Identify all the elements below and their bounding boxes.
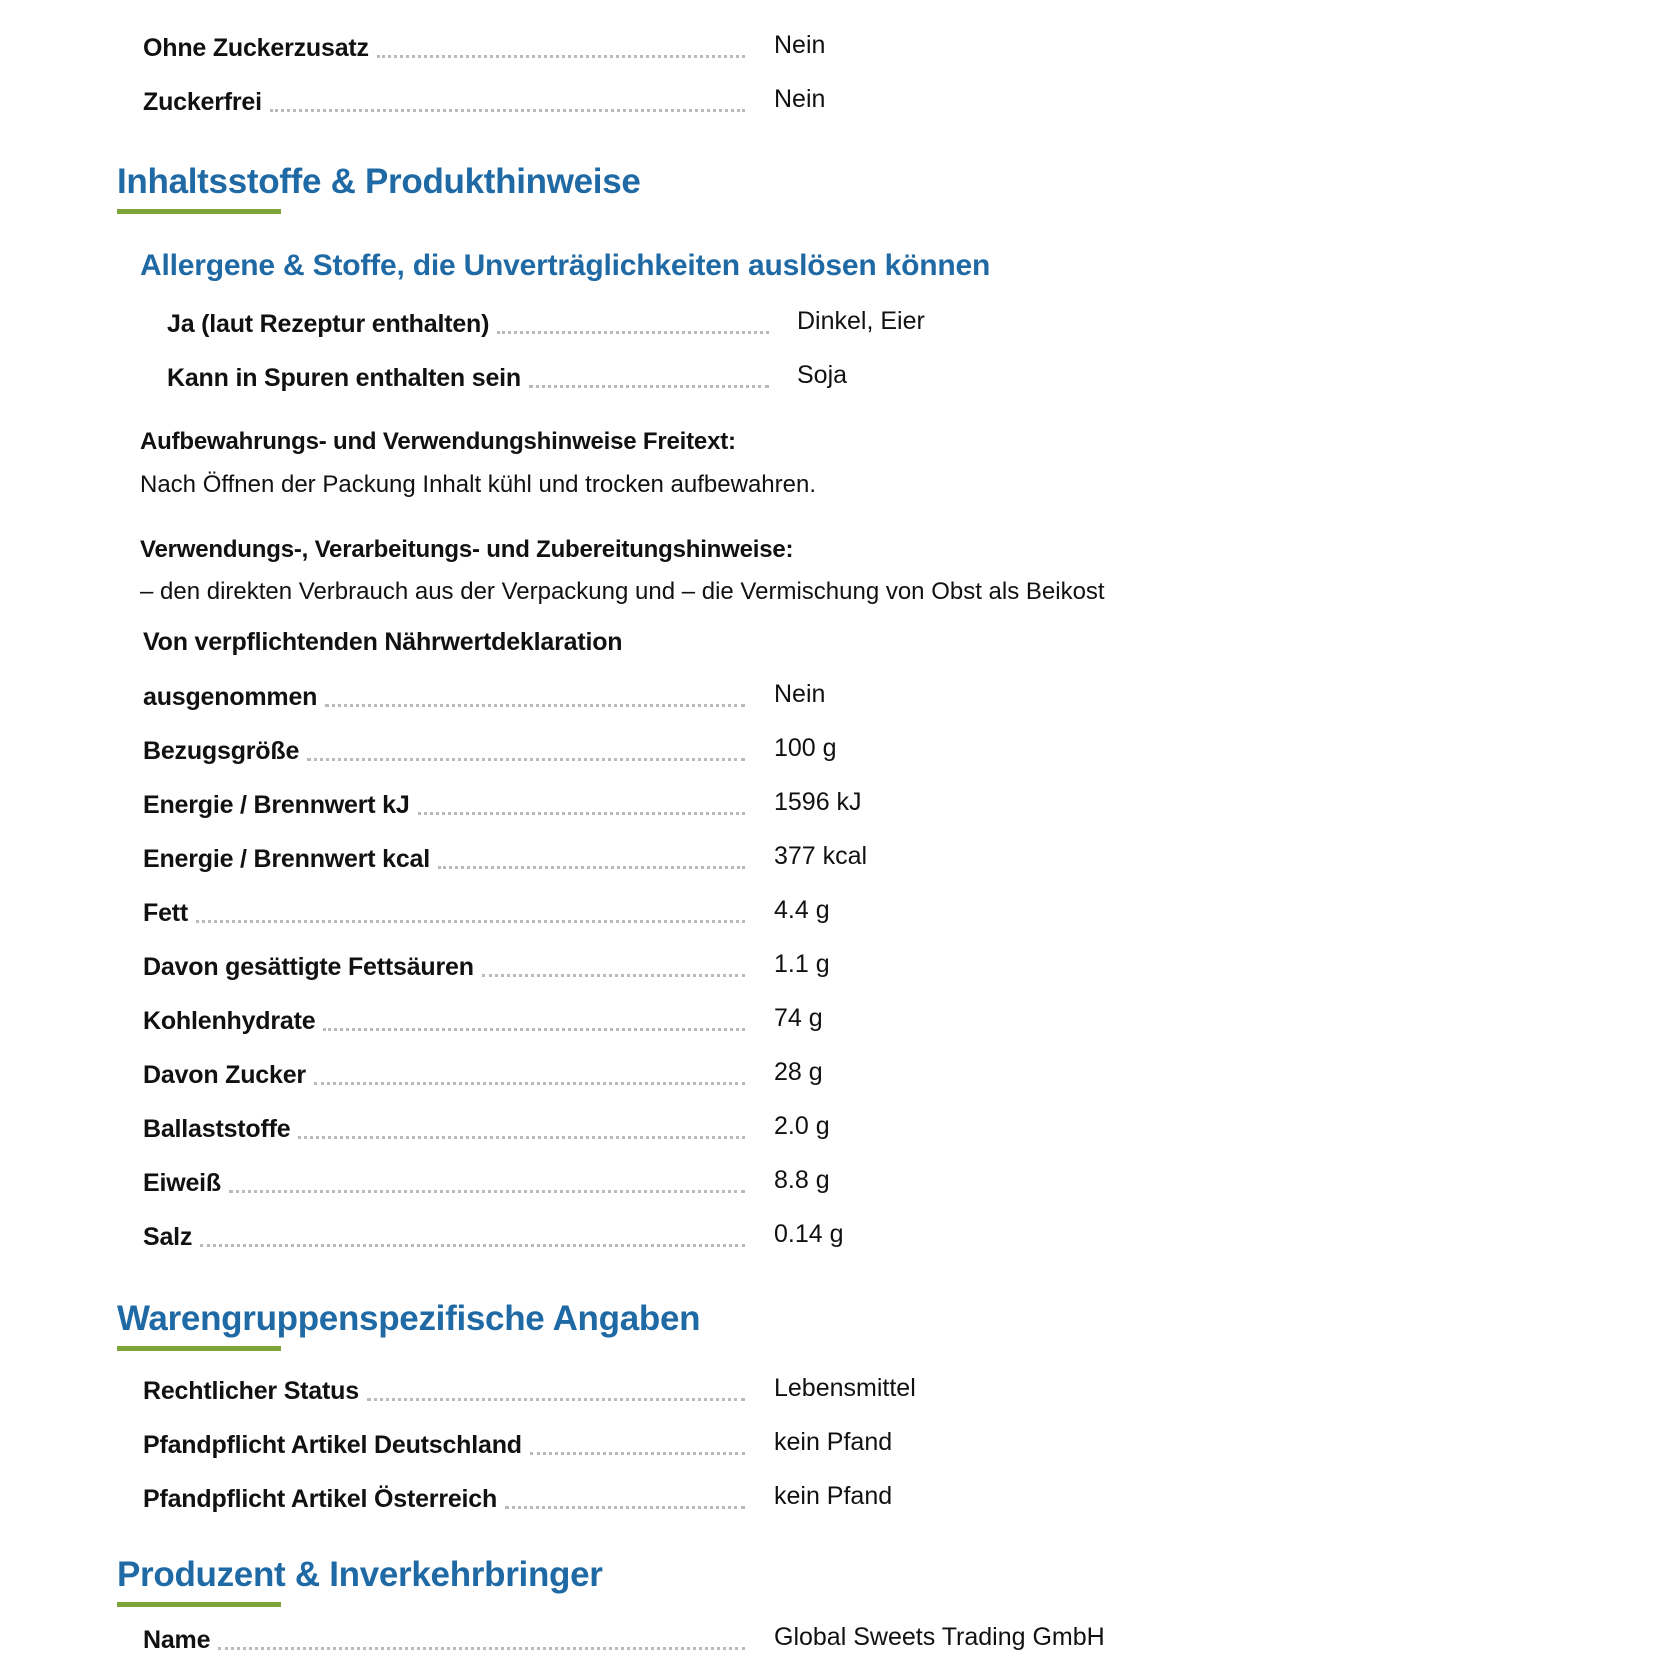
dot-leader — [270, 109, 745, 112]
row-value: Lebensmittel — [774, 1374, 916, 1402]
row-zuckerfrei — [0, 82, 1654, 116]
row-allergen-enthalten — [0, 304, 1654, 338]
usage-title: Verwendungs-, Verarbeitungs- und Zubereitungshinweise: — [140, 536, 794, 563]
nutrition-exempt-label: Von verpflichtenden Nährwertdeklaration — [143, 628, 623, 656]
row-value: Nein — [774, 31, 826, 59]
row-value: 377 kcal — [774, 842, 868, 870]
row-rechtlicher-status — [0, 1371, 1654, 1405]
heading-accent-bar — [117, 209, 281, 214]
row-nutrition-ballaststoffe — [0, 1109, 1654, 1143]
row-label: Zuckerfrei — [143, 88, 262, 116]
dot-leader — [418, 812, 745, 815]
row-nutrition-fett — [0, 893, 1654, 927]
dot-leader — [377, 55, 745, 58]
storage-title: Aufbewahrungs- und Verwendungshinweise Freitext: — [140, 428, 736, 455]
row-nutrition-energie-kj — [0, 785, 1654, 819]
row-pfand-deutschland — [0, 1425, 1654, 1459]
dot-leader — [314, 1082, 745, 1085]
row-value: 100 g — [774, 734, 837, 762]
row-value: 8.8 g — [774, 1166, 830, 1194]
row-nutrition-bezugsgroesse — [0, 731, 1654, 765]
row-ohne-zuckerzusatz — [0, 28, 1654, 62]
row-label: Bezugsgröße — [143, 737, 300, 765]
dot-leader — [307, 758, 745, 761]
usage-text: – den direkten Verbrauch aus der Verpackung und – die Vermischung von Obst als Beikost — [140, 578, 1105, 605]
row-label: Energie / Brennwert kJ — [143, 791, 410, 819]
dot-leader — [367, 1398, 745, 1401]
row-nutrition-eiweiss — [0, 1163, 1654, 1197]
dot-leader — [298, 1136, 745, 1139]
row-value: 4.4 g — [774, 896, 830, 924]
row-nutrition-zucker — [0, 1055, 1654, 1089]
dot-leader — [229, 1190, 745, 1193]
storage-text: Nach Öffnen der Packung Inhalt kühl und trocken aufbewahren. — [140, 471, 816, 498]
row-label: Ja (laut Rezeptur enthalten) — [167, 310, 490, 338]
dot-leader — [530, 1452, 745, 1455]
row-label: Ohne Zuckerzusatz — [143, 34, 369, 62]
row-label: Name — [143, 1626, 211, 1654]
row-value: 28 g — [774, 1058, 823, 1086]
row-value: Nein — [774, 680, 826, 708]
row-label: Pfandpflicht Artikel Deutschland — [143, 1431, 522, 1459]
row-label: Rechtlicher Status — [143, 1377, 359, 1405]
row-nutrition-energie-kcal — [0, 839, 1654, 873]
row-label: Ballaststoffe — [143, 1115, 291, 1143]
row-nutrition-ausgenommen — [0, 677, 1654, 711]
heading-accent-bar — [117, 1346, 281, 1351]
row-value: Soja — [797, 361, 848, 389]
row-label: Kann in Spuren enthalten sein — [167, 364, 521, 392]
row-value: kein Pfand — [774, 1428, 893, 1456]
section-heading-ingredients: Inhaltsstoffe & Produkthinweise — [117, 162, 641, 201]
row-label: Davon gesättigte Fettsäuren — [143, 953, 474, 981]
row-value: 0.14 g — [774, 1220, 844, 1248]
row-label: Kohlenhydrate — [143, 1007, 316, 1035]
row-label: Energie / Brennwert kcal — [143, 845, 430, 873]
row-label: Pfandpflicht Artikel Österreich — [143, 1485, 498, 1513]
section-heading-goods: Warengruppenspezifische Angaben — [117, 1299, 701, 1338]
row-label: ausgenommen — [143, 683, 318, 711]
row-nutrition-salz — [0, 1217, 1654, 1251]
row-label: Salz — [143, 1223, 193, 1251]
dot-leader — [529, 385, 769, 388]
row-value: 1596 kJ — [774, 788, 862, 816]
dot-leader — [200, 1244, 745, 1247]
dot-leader — [218, 1647, 745, 1650]
row-label: Davon Zucker — [143, 1061, 306, 1089]
dot-leader — [497, 331, 769, 334]
row-value: 74 g — [774, 1004, 823, 1032]
row-value: kein Pfand — [774, 1482, 893, 1510]
dot-leader — [505, 1506, 745, 1509]
row-value: 2.0 g — [774, 1112, 830, 1140]
row-nutrition-gesaettigte-fettsaeuren — [0, 947, 1654, 981]
row-pfand-oesterreich — [0, 1479, 1654, 1513]
dot-leader — [196, 920, 745, 923]
dot-leader — [438, 866, 745, 869]
row-label: Fett — [143, 899, 189, 927]
row-allergen-spuren — [0, 358, 1654, 392]
heading-accent-bar — [117, 1602, 281, 1607]
section-heading-producer: Produzent & Inverkehrbringer — [117, 1555, 603, 1594]
row-value: 1.1 g — [774, 950, 830, 978]
row-label: Eiweiß — [143, 1169, 221, 1197]
row-value: Nein — [774, 85, 826, 113]
row-value: Dinkel, Eier — [797, 307, 925, 335]
dot-leader — [323, 1028, 745, 1031]
row-nutrition-kohlenhydrate — [0, 1001, 1654, 1035]
dot-leader — [325, 704, 745, 707]
dot-leader — [482, 974, 745, 977]
row-producer-name — [0, 1620, 1654, 1654]
row-value: Global Sweets Trading GmbH — [774, 1623, 1105, 1651]
subsection-heading-allergens: Allergene & Stoffe, die Unverträglichkeiten auslösen können — [140, 249, 991, 282]
